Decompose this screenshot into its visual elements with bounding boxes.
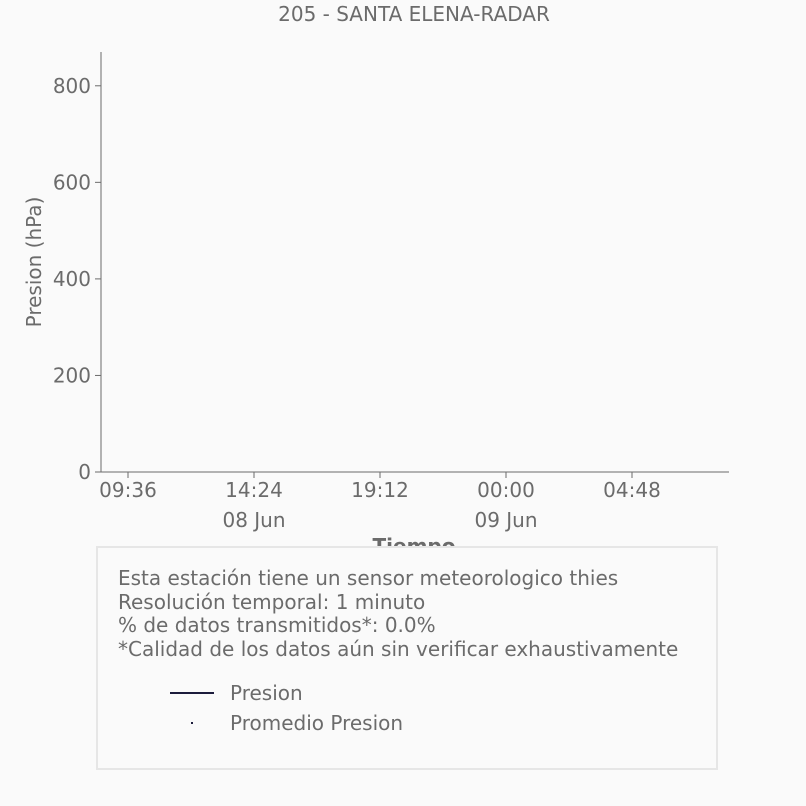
legend-line-swatch	[170, 681, 214, 705]
x-tick-label: 04:48	[603, 478, 661, 502]
y-tick-label: 400	[52, 266, 91, 291]
legend-point-swatch	[170, 711, 214, 735]
chart-title: 205 - SANTA ELENA-RADAR	[278, 2, 550, 26]
info-legend-box	[96, 546, 718, 770]
legend-item-promedio-presion	[170, 711, 403, 735]
x-date-label: 09 Jun	[474, 508, 538, 532]
info-line-resolution: Resolución temporal: 1 minuto	[118, 589, 426, 614]
x-axis	[99, 472, 729, 532]
x-date-label: 08 Jun	[222, 508, 286, 532]
legend-label-promedio-presion: Promedio Presion	[230, 711, 404, 735]
y-axis-label: Presion (hPa)	[22, 196, 46, 328]
y-axis	[53, 52, 101, 484]
y-tick-label: 200	[52, 363, 91, 388]
x-tick-label: 00:00	[477, 478, 535, 502]
legend-label-presion: Presion	[230, 681, 303, 705]
info-line-transmitted: % de datos transmitidos*: 0.0%	[118, 613, 436, 637]
legend-item-presion	[170, 681, 303, 705]
y-tick-label: 0	[78, 460, 91, 484]
info-line-quality-note: *Calidad de los datos aún sin verificar exhaustivamente	[118, 636, 679, 661]
info-line-sensor: Esta estación tiene un sensor meteorologico thies	[118, 566, 619, 590]
y-tick-label: 600	[52, 170, 91, 195]
x-tick-label: 19:12	[351, 478, 409, 502]
x-tick-label: 14:24	[225, 478, 283, 502]
station-info	[118, 567, 678, 661]
y-tick-label: 800	[52, 73, 91, 98]
x-tick-label: 09:36	[99, 478, 157, 502]
